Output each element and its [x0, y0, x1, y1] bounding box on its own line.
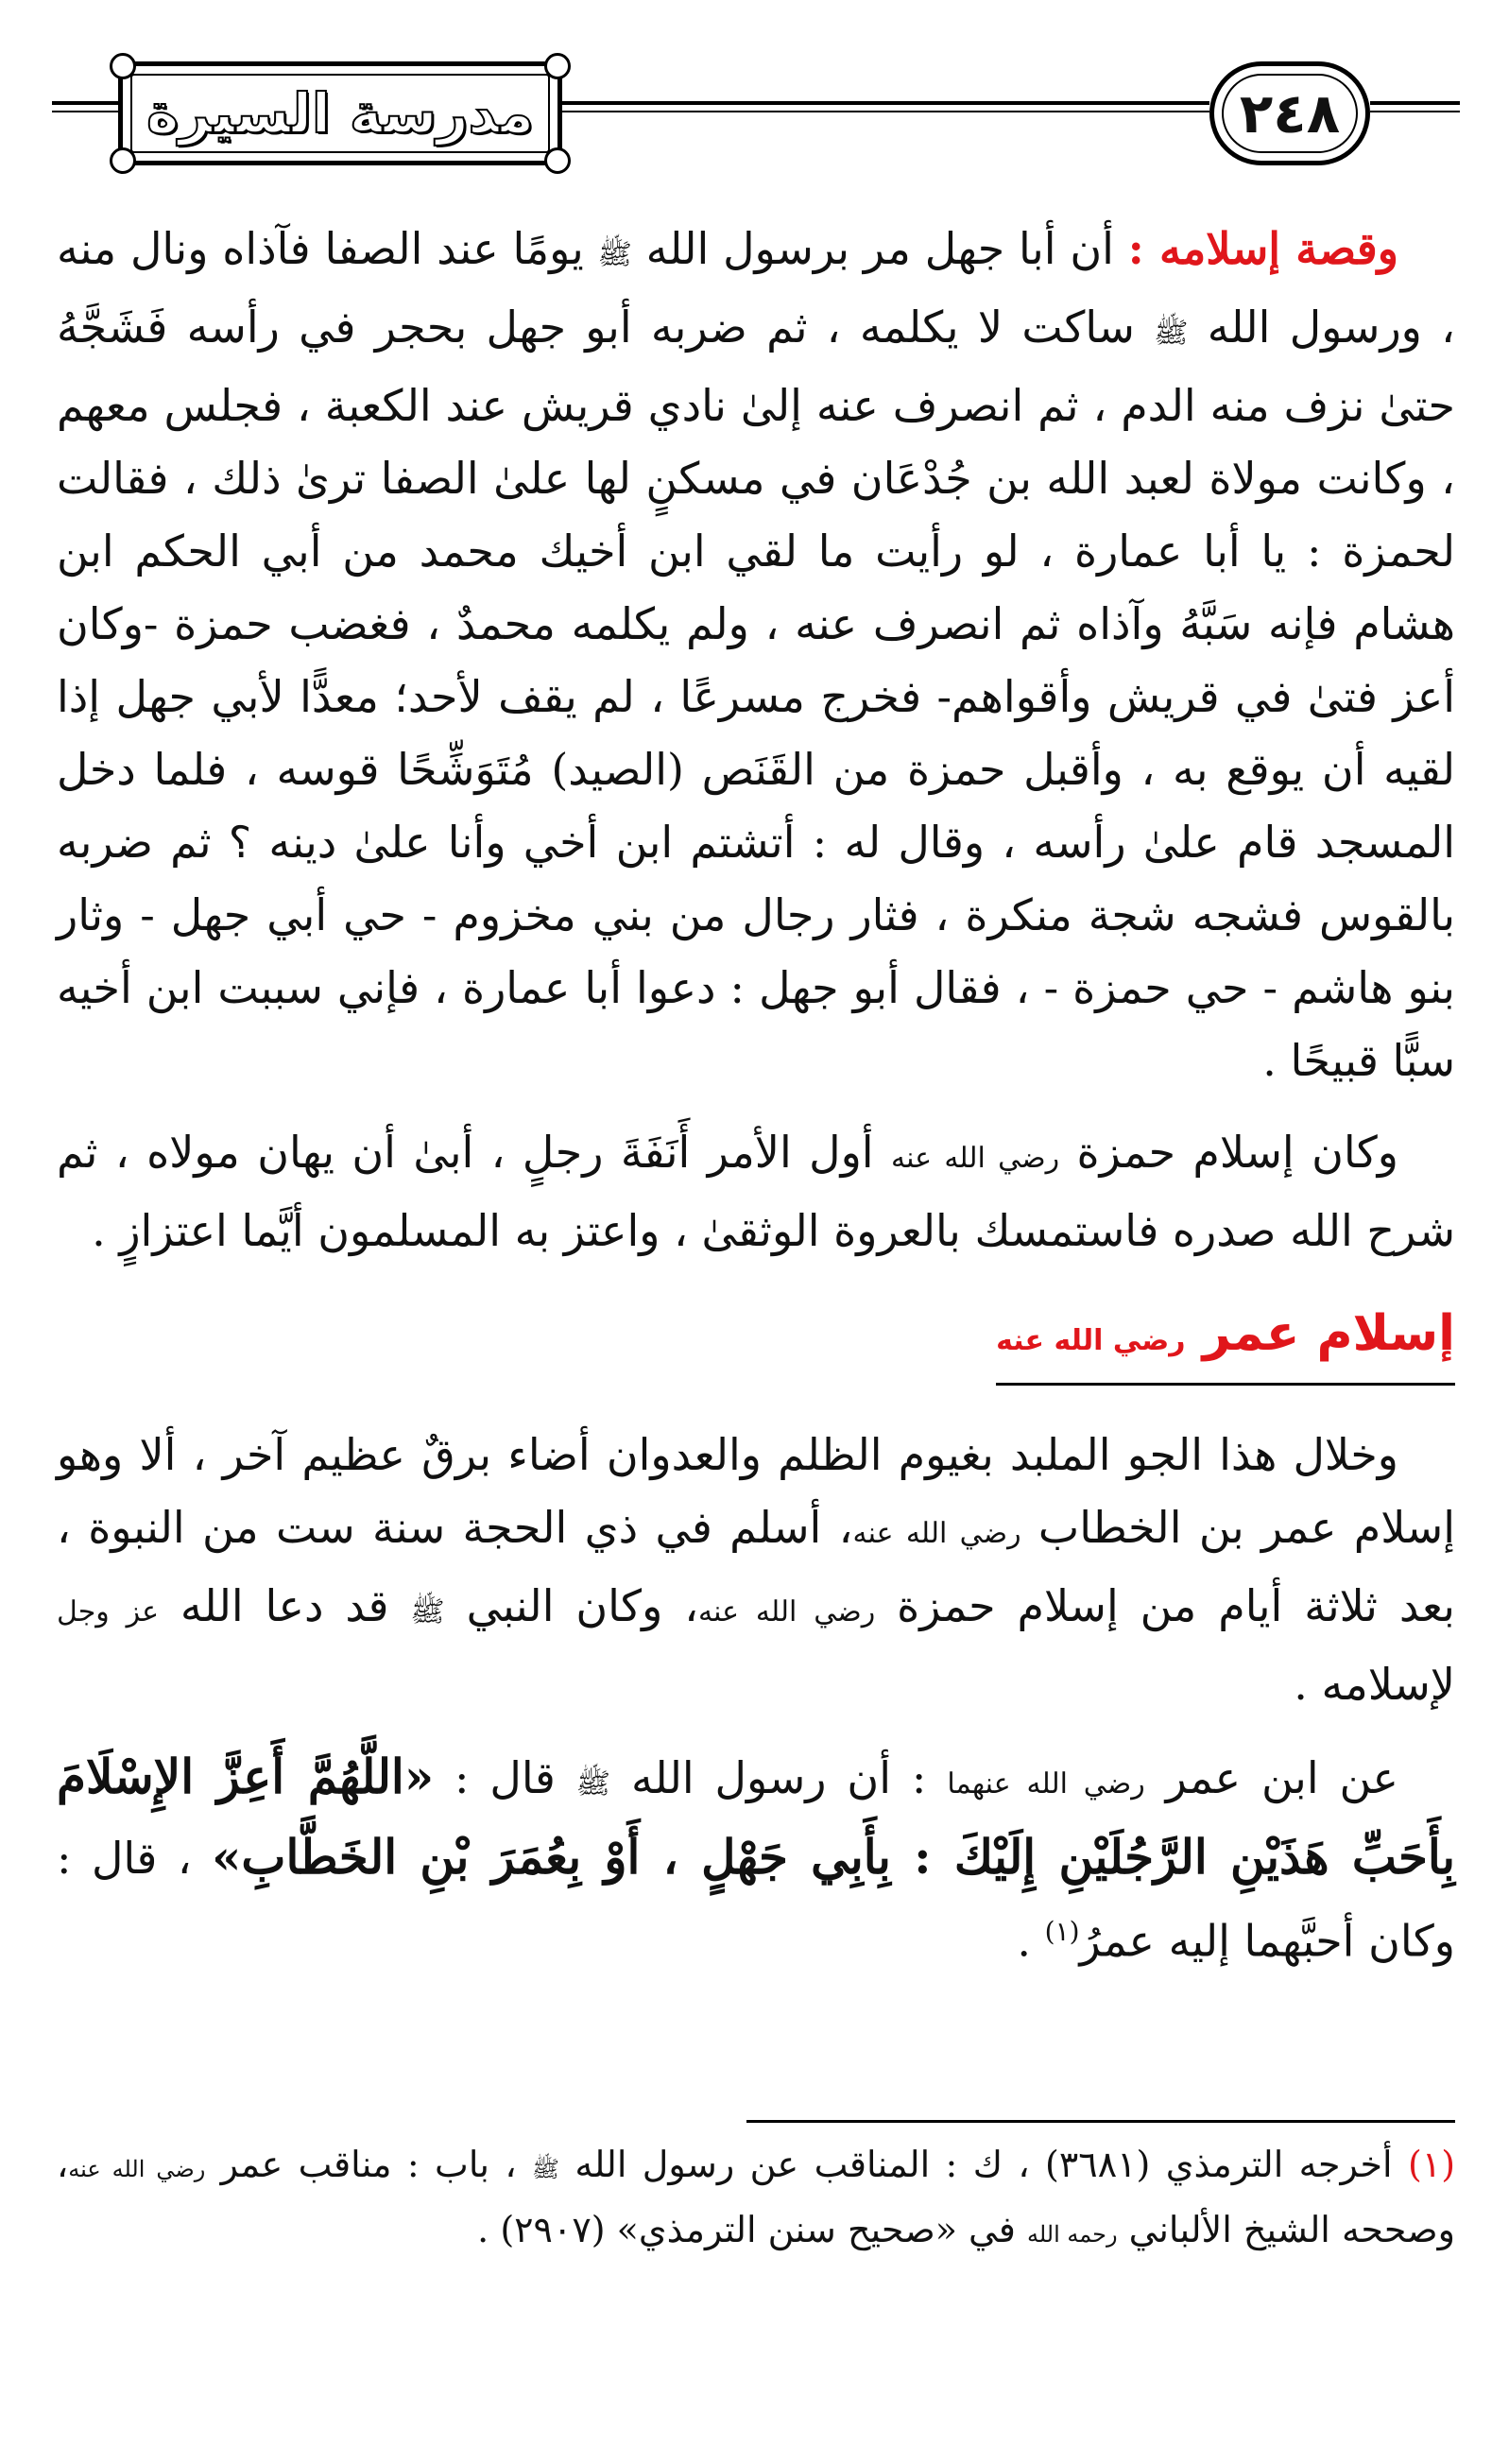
honorific-glyph: رحمه الله — [1026, 2221, 1118, 2248]
text-run: لإسلامه . — [1294, 1659, 1455, 1710]
honorific-glyph: ﷺ — [597, 238, 632, 271]
text-run: يومًا عند الصفا فآذاه ونال منه ، ورسول الله — [57, 223, 1455, 353]
paragraph-hadith — [57, 1740, 1455, 1977]
frame-corner — [544, 147, 571, 174]
text-run: ، قال : وكان أحبَّهما إليه عمرُ — [57, 1833, 1455, 1967]
text-run: في «صحيح سنن الترمذي» (٢٩٠٧) . — [477, 2209, 1027, 2250]
text-run: أخرجه الترمذي (٣٦٨١) ، ك : المناقب عن رسول الله — [558, 2144, 1408, 2185]
frame-corner — [110, 53, 136, 79]
frame-corner — [544, 53, 571, 79]
text-run: أول الأمر أَنَفَةَ رجلٍ ، أبىٰ أن يهان مولاه ، ثم شرح الله صدره فاستمسك بالعروة الوثقىٰ ، واعتز به المسلمون أيَّما اعتزازٍ . — [57, 1127, 1455, 1256]
page-number-frame — [1209, 61, 1370, 165]
header-rule-right-thin — [1370, 111, 1460, 112]
header-rule-left-thin — [52, 111, 118, 112]
header-rule-left — [52, 101, 118, 105]
honorific-glyph: رضي الله عنه — [68, 2156, 206, 2182]
honorific-glyph: رضي الله عنه — [890, 1142, 1060, 1175]
paragraph-umar-islam — [57, 1419, 1455, 1721]
honorific-glyph: ﷺ — [410, 1595, 445, 1628]
text-run: عن ابن عمر — [1144, 1752, 1399, 1803]
honorific-glyph: رضي الله عنه — [852, 1517, 1021, 1550]
text-run: ساكت لا يكلمه ، ثم ضربه أبو جهل بحجر في رأسه فَشَجَّهُ حتىٰ نزف منه الدم ، ثم انصرف عنه إلىٰ نادي قريش عند الكعبة ، فجلس معهم ، وكانت مولاة لعبد الله بن جُدْعَان في مسكنٍ لها علىٰ الصفا ترىٰ ذلك ، فقالت لحمزة : يا أبا عمارة ، لو رأيت ما لقي ابن أخيك محمد من أبي الحكم ابن هشام فإنه سَبَّهُ وآذاه ثم انصرف عنه ، ولم يكلمه محمدٌ ، فغضب حمزة -وكان أعز فتىٰ في قريش وأقواهم- فخرج مسرعًا ، لم يقف لأحد؛ معدًّا لأبي جهل إذا لقيه أن يوقع به ، وأقبل حمزة من القَنَص (الصيد) مُتَوَشِّحًا قوسه ، فلما دخل المسجد قام علىٰ رأسه ، وقال له : أتشتم ابن أخي وأنا علىٰ دينه ؟ ثم ضربه بالقوس فشجه شجة منكرة ، فثار رجال من بني مخزوم - حي أبي جهل - وثار بنو هاشم - حي حمزة - ، فقال أبو جهل : دعوا أبا عمارة ، فإني سببت ابن أخيه سبًّا قبيحًا . — [57, 302, 1455, 1086]
text-run: وخلال هذا الجو الملبد بغيوم الظلم والعدوان أضاء برقٌ عظيم آخر ، ألا وهو إسلام عمر بن الخطاب — [57, 1429, 1456, 1553]
page-number: ٢٤٨ — [1239, 81, 1341, 146]
text-run: ، أسلم في ذي الحجة سنة ست من النبوة ، بعد ثلاثة أيام من إسلام حمزة — [57, 1502, 1455, 1631]
hadith-quote: «اللَّهُمَّ أَعِزَّ الإِسْلَامَ بِأَحَبِّ هَذَيْنِ الرَّجُلَيْنِ إِلَيْكَ : بِأَبِي جَهْلٍ ، أَوْ بِعُمَرَ بْنِ الخَطَّابِ» — [57, 1749, 1456, 1885]
text-run: أن أبا جهل مر برسول الله — [631, 223, 1128, 274]
honorific-glyph: ﷺ — [575, 1767, 611, 1801]
text-run: وكان إسلام حمزة — [1059, 1127, 1398, 1178]
text-run: ، وكان النبي — [444, 1580, 699, 1631]
honorific-glyph: رضي الله عنهما — [947, 1767, 1145, 1801]
text-run: : أن رسول الله — [610, 1752, 948, 1803]
text-run: . — [1017, 1915, 1045, 1967]
book-title-frame — [118, 61, 562, 165]
paragraph-hamza-story — [57, 213, 1455, 1097]
main-text — [57, 213, 1455, 1996]
text-run: ، باب : مناقب عمر — [205, 2144, 532, 2185]
honorific-glyph: ﷺ — [531, 2156, 559, 2182]
paragraph-lead: وقصة إسلامه : — [1127, 223, 1399, 274]
frame-corner — [110, 147, 136, 174]
header-rule-right — [1370, 101, 1460, 105]
text-run: ، وصححه الشيخ الألباني — [57, 2144, 1455, 2250]
header-rule-middle — [562, 101, 1209, 105]
paragraph-hamza-islam — [57, 1116, 1455, 1267]
header-rule-middle-thin — [562, 111, 1209, 112]
section-title-text: إسلام عمر — [1202, 1305, 1455, 1362]
text-run: قد دعا الله — [159, 1580, 411, 1631]
text-run: قال : — [434, 1752, 576, 1803]
honorific-glyph: رضي الله عنه — [996, 1324, 1186, 1357]
footnote — [57, 2134, 1455, 2265]
book-title: مدرسة السيرة — [146, 81, 534, 146]
footnote-divider — [746, 2120, 1455, 2123]
honorific-glyph: ﷺ — [1154, 317, 1189, 350]
honorific-glyph: رضي الله عنه — [698, 1595, 876, 1628]
footnote-reference: (١) — [1044, 1916, 1080, 1947]
honorific-glyph: عز وجل — [57, 1595, 160, 1628]
page-header — [52, 52, 1460, 184]
section-heading — [57, 1296, 1455, 1381]
section-title — [996, 1296, 1455, 1386]
footnote-number: (١) — [1407, 2144, 1456, 2185]
